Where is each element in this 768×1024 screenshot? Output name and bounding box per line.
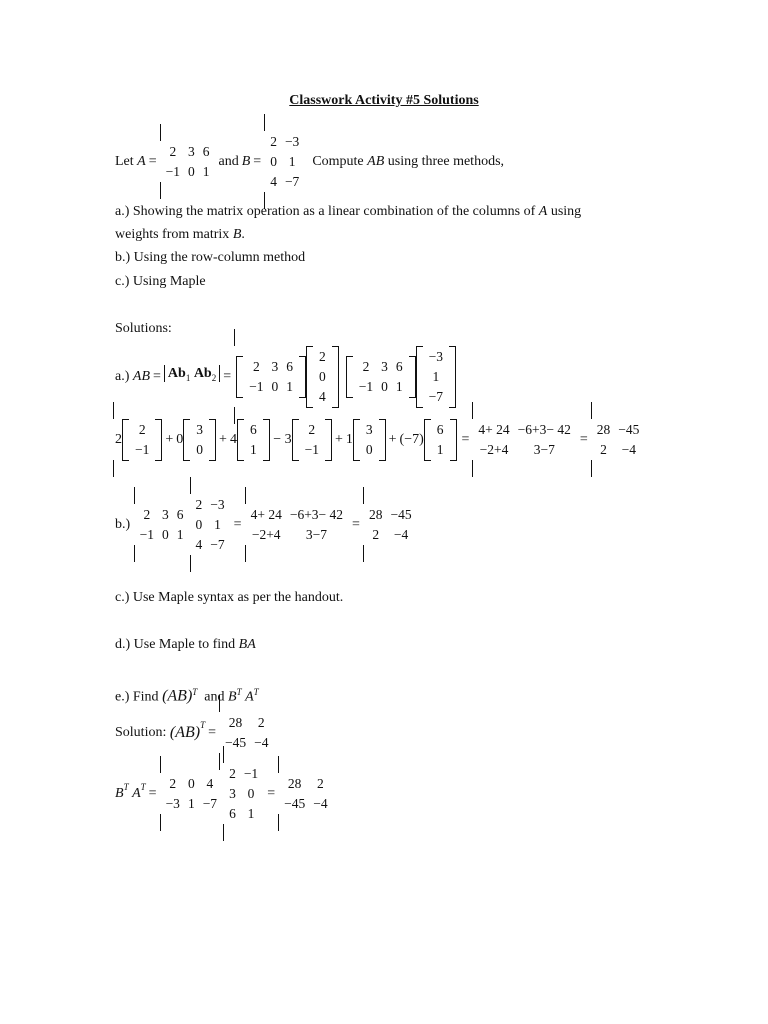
matrix-cell: −1 <box>358 379 374 394</box>
matrix-cell: 28 <box>596 422 611 437</box>
ab-columns: $Ab_1$ $Ab_2$ <box>164 366 220 388</box>
matrix-cell: 2 <box>317 776 324 791</box>
matrix-cell: 6 <box>286 359 293 374</box>
matrix-v1 <box>292 419 332 461</box>
matrix-b1 <box>306 346 339 408</box>
compute-text: Compute <box>312 154 364 169</box>
matrix-cell: −2+4 <box>479 442 509 457</box>
matrix-cell: 0 <box>195 517 203 532</box>
matrix-bt <box>160 757 224 831</box>
matrix-cell: 0 <box>188 164 195 179</box>
matrix-cell: 3−7 <box>305 527 327 542</box>
matrix-sum <box>245 488 349 562</box>
matrix-abt <box>278 757 334 831</box>
matrix-cell: 1 <box>432 369 440 384</box>
matrix-cell: −45 <box>390 507 412 522</box>
matrix-cell: 28 <box>287 776 302 791</box>
matrix-a <box>346 356 416 398</box>
matrix-cell: 0 <box>247 786 255 801</box>
matrix-cell: 0 <box>162 527 169 542</box>
matrix-cell: 2 <box>257 715 265 730</box>
matrix-cell: 6 <box>249 422 257 437</box>
matrix-cell: 2 <box>362 359 370 374</box>
matrix-cell: −7 <box>210 537 225 552</box>
task-a-line2: weights from matrix B. <box>115 227 245 242</box>
matrix-cell: 1 <box>436 442 444 457</box>
matrix-cell: 4+ 24 <box>478 422 510 437</box>
matrix-v3 <box>237 419 270 461</box>
solution-e: e.) Find (AB)$^T$ and $B^T$ $A^T$ <box>115 687 259 705</box>
matrix-cell: 28 <box>368 507 383 522</box>
matrix-cell: 4 <box>206 776 214 791</box>
using-text: using three methods, <box>387 154 505 169</box>
matrix-cell: 2 <box>169 144 177 159</box>
task-c: c.) Using Maple <box>115 274 206 289</box>
solutions-heading: Solutions: <box>115 321 172 336</box>
matrix-cell: −7 <box>284 174 300 189</box>
and-text: and <box>218 154 239 169</box>
matrix-cell: −7 <box>202 796 218 811</box>
matrix-cell: 2 <box>600 442 607 457</box>
matrix-cell: 3 <box>229 786 236 801</box>
equals: = <box>253 154 262 169</box>
matrix-cell: −6+3− 42 <box>517 422 571 437</box>
var-ab: AB <box>367 154 385 169</box>
matrix-b2 <box>416 346 456 408</box>
matrix-cell: −4 <box>393 527 409 542</box>
matrix-cell: 3 <box>196 422 204 437</box>
matrix-cell: −6+3− 42 <box>289 507 344 522</box>
matrix-cell: −2+4 <box>251 527 281 542</box>
matrix-ab-result <box>363 488 418 562</box>
matrix-cell: 3 <box>381 359 388 374</box>
matrix-cell: −45 <box>224 735 247 750</box>
matrix-cell: 4 <box>319 389 326 404</box>
matrix-cell: 0 <box>196 442 204 457</box>
matrix-v2 <box>353 419 386 461</box>
matrix-cell: −4 <box>313 796 328 811</box>
matrix-a <box>160 125 216 199</box>
matrix-cell: −45 <box>618 422 640 437</box>
task-a-line1: a.) Showing the matrix operation as a linear combination of the columns of A using <box>115 204 582 219</box>
matrix-cell: 2 <box>270 134 277 149</box>
matrix-cell: 4 <box>270 174 277 189</box>
solution-a-line1: a.) AB = $Ab_1$ $Ab_2$ = 2 3 6 −1 0 1 2 0 4 2 3 6 −1 0 1 −3 1 −7 <box>115 343 458 411</box>
matrix-cell: 6 <box>436 422 444 437</box>
matrix-cell: 1 <box>214 517 221 532</box>
matrix-cell: 1 <box>286 379 293 394</box>
matrix-b <box>264 115 305 209</box>
let-text: Let <box>115 154 134 169</box>
matrix-cell: −3 <box>428 349 443 364</box>
matrix-cell: 1 <box>176 527 184 542</box>
equals: = <box>148 154 157 169</box>
matrix-cell: 2 <box>252 359 260 374</box>
matrix-cell: 4 <box>195 537 203 552</box>
matrix-cell: 6 <box>395 359 403 374</box>
matrix-cell: 2 <box>319 349 326 364</box>
matrix-cell: 0 <box>270 154 277 169</box>
var-b: B <box>241 154 251 169</box>
matrix-cell: −3 <box>210 497 225 512</box>
matrix-cell: 3 <box>365 422 373 437</box>
matrix-cell: 2 <box>308 422 316 437</box>
matrix-cell: −1 <box>165 164 180 179</box>
matrix-cell: 1 <box>249 442 257 457</box>
solution-b: b.) 2 3 6 −1 0 1 2 −3 0 1 4 −7 = 4+ 24 −6+3− 42 −2+4 3−7 = 28 −45 2 −4 <box>115 491 418 559</box>
matrix-cell: 2 <box>143 507 151 522</box>
matrix-cell: 6 <box>229 806 236 821</box>
matrix-cell: 1 <box>187 796 195 811</box>
matrix-cell: 28 <box>228 715 243 730</box>
matrix-v2 <box>183 419 216 461</box>
solution-btat: B $^T$ A $^T$ = 2 0 4 −3 1 −7 2 −1 3 0 6 1 = 28 2 −45 −4 <box>115 760 334 828</box>
var-a: A <box>137 154 146 169</box>
matrix-cell: 6 <box>202 144 210 159</box>
matrix-cell: 0 <box>319 369 326 384</box>
solution-d: d.) Use Maple to find BA <box>115 637 256 652</box>
page-title: Classwork Activity #5 Solutions <box>289 93 479 108</box>
matrix-cell: 2 <box>229 766 236 781</box>
matrix-a <box>134 488 190 562</box>
matrix-cell: 2 <box>195 497 203 512</box>
matrix-cell: 6 <box>176 507 184 522</box>
ab-result-matrix <box>591 403 646 477</box>
matrix-cell: −1 <box>304 442 319 457</box>
matrix-b <box>190 478 231 572</box>
matrix-cell: −1 <box>139 527 155 542</box>
matrix-cell: 2 <box>138 422 146 437</box>
matrix-cell: −4 <box>254 735 269 750</box>
matrix-cell: 0 <box>187 776 195 791</box>
solution-a-line2: 2 2 −1 + 0 3 0 + 4 6 1 − 3 2 −1 + 1 3 0 + (−7) 6 1 = 4+ 24 −6+3− 42 −2+4 3−7 = 28 −45 2 −4 <box>113 415 645 465</box>
matrix-cell: −3 <box>284 134 300 149</box>
task-b: b.) Using the row-column method <box>115 250 306 265</box>
matrix-cell: 2 <box>169 776 177 791</box>
matrix-cell: −1 <box>249 379 264 394</box>
matrix-cell: 3 <box>271 359 279 374</box>
matrix-cell: 1 <box>395 379 403 394</box>
matrix-cell: 1 <box>247 806 255 821</box>
matrix-cell: −3 <box>165 796 180 811</box>
matrix-cell: 0 <box>365 442 373 457</box>
matrix-cell: 4+ 24 <box>250 507 282 522</box>
matrix-cell: −7 <box>428 389 443 404</box>
lin-comb: 2 2 −1 + 0 3 0 + 4 6 1 − 3 2 −1 + 1 3 0 + (−7) 6 1 <box>113 403 459 477</box>
matrix-a <box>236 356 306 398</box>
intro-line <box>115 128 504 196</box>
matrix-cell: −1 <box>243 766 259 781</box>
matrix-cell: 0 <box>381 379 388 394</box>
matrix-v1 <box>122 419 162 461</box>
matrix-cell: −45 <box>284 796 306 811</box>
matrix-cell: 1 <box>202 164 210 179</box>
sum-matrix <box>472 403 576 477</box>
matrix-at <box>223 747 264 841</box>
matrix-cell: 0 <box>271 379 279 394</box>
matrix-cell: 2 <box>372 527 380 542</box>
matrix-cell: 3−7 <box>533 442 555 457</box>
matrix-cell: 3 <box>162 507 169 522</box>
matrix-cell: 1 <box>288 154 296 169</box>
matrix-cell: 3 <box>188 144 195 159</box>
solution-c: c.) Use Maple syntax as per the handout. <box>115 590 344 605</box>
matrix-v3 <box>424 419 457 461</box>
matrix-cell: −1 <box>135 442 150 457</box>
matrix-cell: −4 <box>621 442 637 457</box>
solution-abt: Solution: (AB) $^T$ = 28 2 −45 −4 <box>115 710 274 756</box>
